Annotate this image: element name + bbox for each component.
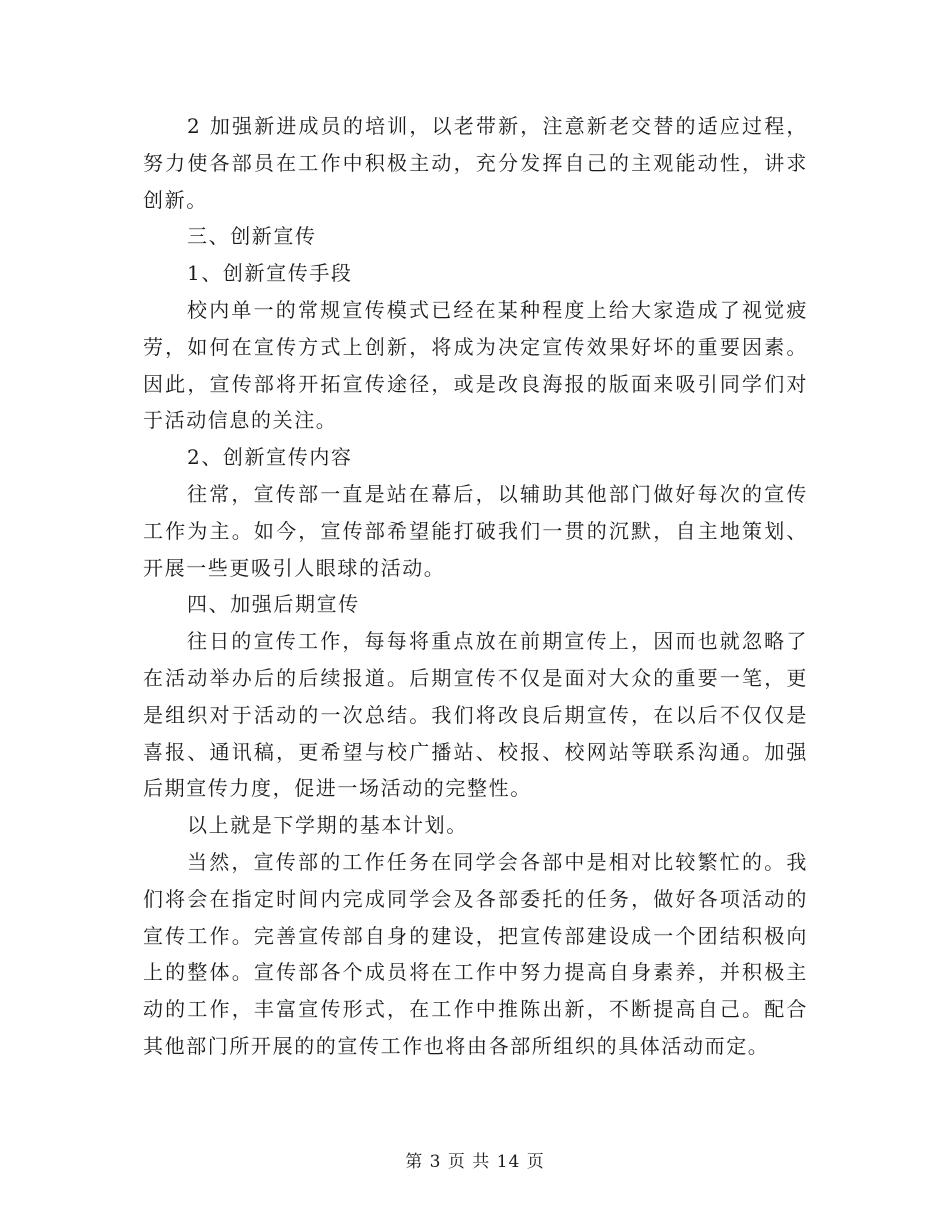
section-heading-later-publicity: 四、加强后期宣传 <box>187 592 360 617</box>
subheading-innovation-content: 2、创新宣传内容 <box>187 445 353 470</box>
paragraph-later-publicity: 往日的宣传工作，每每将重点放在前期宣传上，因而也就忽略了在活动举办后的后续报道。后期宣传不仅是面对大众的重要一笔，更是组织对于活动的一次总结。我们将改良后期宣传，在以后不仅仅是喜报、通讯稿，更希望与校广播站、校报、校网站等联系沟通。加强后期宣传力度，促进一场活动的完整性。 <box>143 629 808 801</box>
page-number-footer: 第 3 页 共 14 页 <box>405 1152 545 1172</box>
paragraph-training: 2 加强新进成员的培训，以老带新，注意新老交替的适应过程，努力使各部员在工作中积极主动，充分发挥自己的主观能动性，讲求创新。 <box>143 114 808 212</box>
subheading-innovation-means: 1、创新宣传手段 <box>187 261 353 286</box>
document-body <box>143 108 808 1065</box>
summary-line: 以上就是下学期的基本计划。 <box>187 813 468 838</box>
paragraph-conclusion: 当然，宣传部的工作任务在同学会各部中是相对比较繁忙的。我们将会在指定时间内完成同学会及各部委托的任务，做好各项活动的宣传工作。完善宣传部自身的建设，把宣传部建设成一个团结积极向上的整体。宣传部各个成员将在工作中努力提高自身素养，并积极主动的工作，丰富宣传形式，在工作中推陈出新，不断提高自己。配合其他部门所开展的的宣传工作也将由各部所组织的具体活动而定。 <box>143 849 808 1058</box>
paragraph-innovation-means: 校内单一的常规宣传模式已经在某种程度上给大家造成了视觉疲劳，如何在宣传方式上创新，将成为决定宣传效果好坏的重要因素。因此，宣传部将开拓宣传途径，或是改良海报的版面来吸引同学们对于活动信息的关注。 <box>143 297 808 433</box>
section-heading-innovation: 三、创新宣传 <box>187 224 317 249</box>
paragraph-innovation-content: 往常，宣传部一直是站在幕后，以辅助其他部门做好每次的宣传工作为主。如今，宣传部希望能打破我们一贯的沉默，自主地策划、开展一些更吸引人眼球的活动。 <box>143 481 808 580</box>
